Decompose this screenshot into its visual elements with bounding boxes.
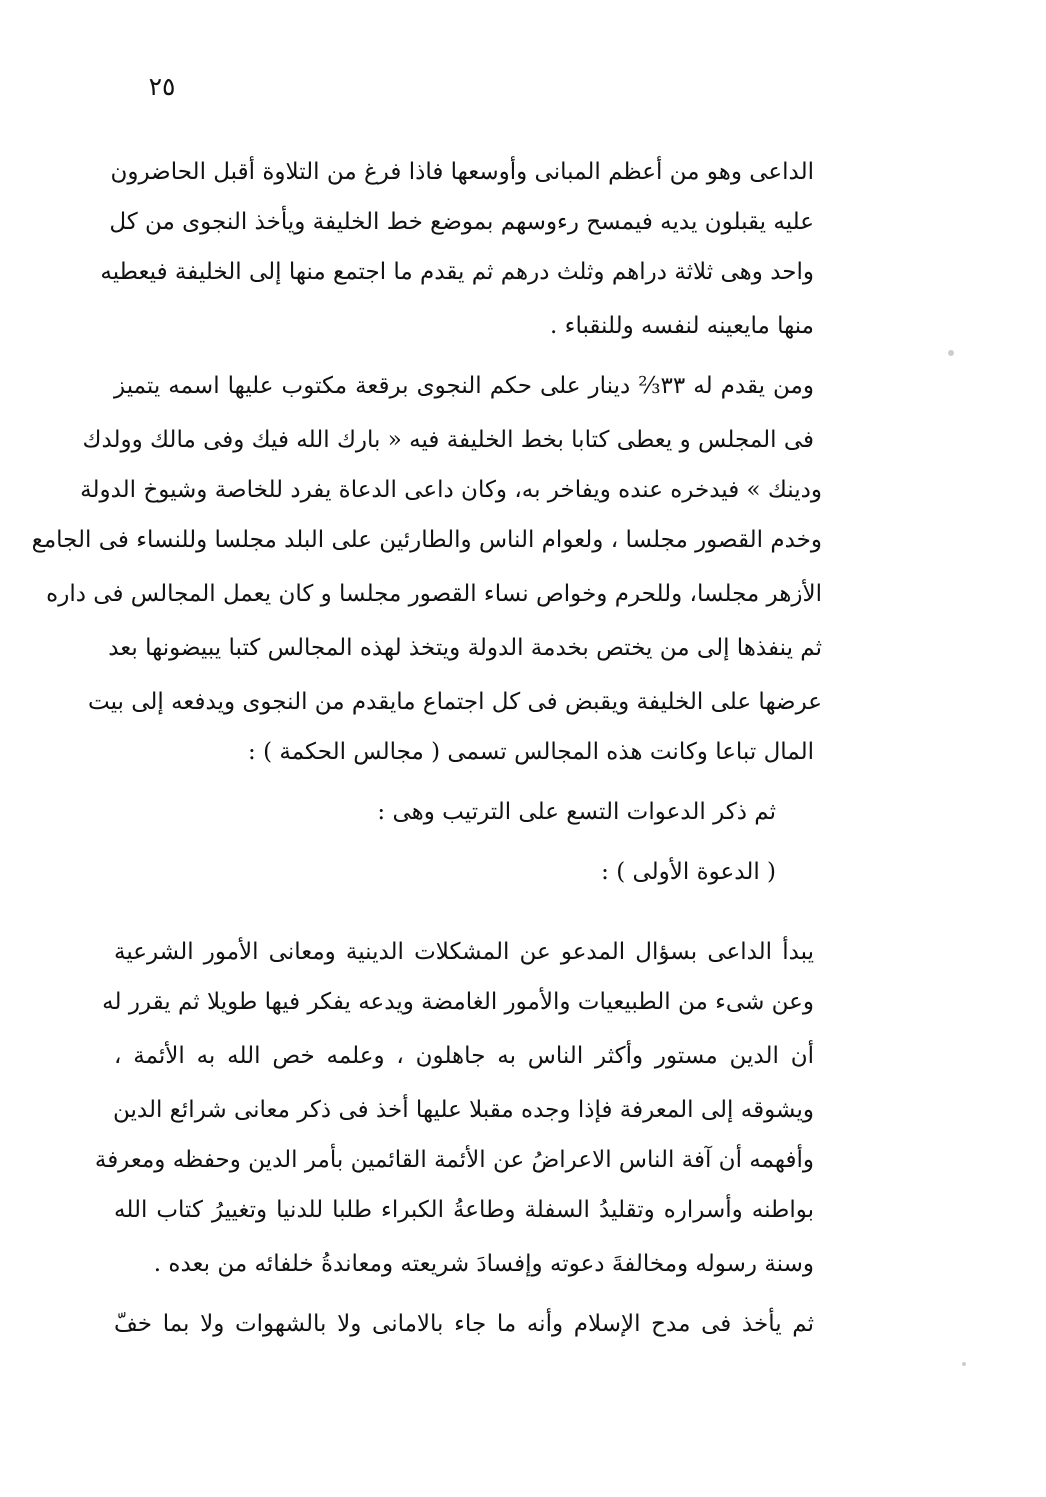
text-line: يبدأ الداعى بسؤال المدعو عن المشكلات الدينية ومعانى الأمور الشرعية bbox=[114, 939, 814, 965]
scan-speck bbox=[948, 350, 954, 356]
text-line: الأزهر مجلسا، وللحرم وخواص نساء القصور مجلسا و كان يعمل المجالس فى داره bbox=[46, 581, 822, 607]
text-line: منها مايعينه لنفسه وللنقباء . bbox=[550, 313, 814, 339]
text-line: وعن شىء من الطبيعيات والأمور الغامضة ويدعه يفكر فيها طويلا ثم يقرر له bbox=[102, 989, 814, 1015]
text-line: ودينك » فيدخره عنده ويفاخر به، وكان داعى الدعاة يفرد للخاصة وشيوخ الدولة bbox=[80, 477, 822, 503]
page-number: ٢٥ bbox=[148, 72, 176, 101]
text-line: الداعى وهو من أعظم المبانى وأوسعها فاذا فرغ من التلاوة أقبل الحاضرون bbox=[110, 159, 814, 185]
text-line: ثم ينفذها إلى من يختص بخدمة الدولة ويتخذ لهذه المجالس كتبا يبيضونها بعد bbox=[108, 635, 822, 661]
text-line: عرضها على الخليفة ويقبض فى كل اجتماع مايقدم من النجوى ويدفعه إلى بيت bbox=[87, 689, 822, 715]
text-line: وسنة رسوله ومخالفةَ دعوته وإفسادَ شريعته ومعاندةُ خلفائه من بعده . bbox=[153, 1251, 814, 1277]
text-line: ويشوقه إلى المعرفة فإذا وجده مقبلا عليها أخذ فى ذكر معانى شرائع الدين bbox=[112, 1097, 814, 1123]
text-line: أن الدين مستور وأكثر الناس به جاهلون ، وعلمه خص الله به الأئمة ، bbox=[114, 1043, 814, 1069]
text-line: فى المجلس و يعطى كتابا بخط الخليفة فيه « بارك الله فيك وفى مالك وولدك bbox=[82, 427, 814, 453]
scan-speck bbox=[962, 1362, 966, 1366]
section-intro-line: ثم ذكر الدعوات التسع على الترتيب وهى : bbox=[377, 799, 776, 825]
text-line: عليه يقبلون يديه فيمسح رءوسهم بموضع خط الخليفة ويأخذ النجوى من كل bbox=[109, 209, 814, 235]
text-line: واحد وهى ثلاثة دراهم وثلث درهم ثم يقدم ما اجتمع منها إلى الخليفة فيعطيه bbox=[100, 259, 814, 285]
text-line: ومن يقدم له ٣٣⅔ دينار على حكم النجوى برقعة مكتوب عليها اسمه يتميز bbox=[114, 373, 814, 399]
text-line: بواطنه وأسراره وتقليدُ السفلة وطاعةُ الكبراء طلبا للدنيا وتغييرُ كتاب الله bbox=[114, 1197, 814, 1223]
text-line: وخدم القصور مجلسا ، ولعوام الناس والطارئين على البلد مجلسا وللنساء فى الجامع bbox=[31, 527, 822, 553]
section-heading: ( الدعوة الأولى ) : bbox=[601, 859, 776, 885]
text-line: المال تباعا وكانت هذه المجالس تسمى ( مجالس الحكمة ) : bbox=[248, 739, 814, 765]
text-line: وأفهمه أن آفة الناس الاعراضُ عن الأئمة القائمين بأمر الدين وحفظه ومعرفة bbox=[94, 1147, 814, 1173]
text-line: ثم يأخذ فى مدح الإسلام وأنه ما جاء بالامانى ولا بالشهوات ولا بما خفّ bbox=[114, 1311, 814, 1337]
